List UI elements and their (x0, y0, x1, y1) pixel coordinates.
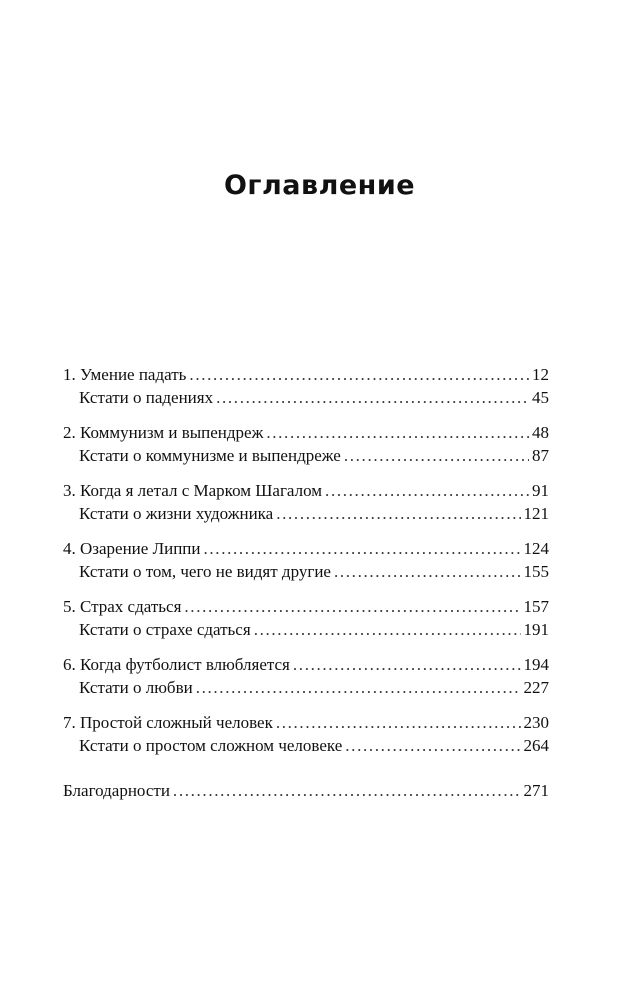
entry-page-number: 48 (532, 423, 549, 442)
subentry-page-number: 191 (523, 620, 549, 639)
dot-leader (196, 676, 521, 699)
dot-leader (345, 734, 520, 757)
entry-title: Благодарности (63, 781, 170, 800)
toc-acknowledgements (63, 779, 549, 802)
toc-chapter-5 (63, 595, 549, 641)
subentry-title: Кстати о жизни художника (79, 504, 274, 523)
dot-leader (293, 653, 521, 676)
dot-leader (173, 779, 521, 802)
entry-title: 1. Умение падать (63, 365, 187, 384)
table-of-contents (63, 363, 549, 814)
entry-page-number: 271 (523, 781, 549, 800)
page-title: Оглавление (223, 170, 416, 201)
toc-entry[interactable] (63, 779, 549, 802)
toc-entry[interactable] (63, 421, 549, 444)
dot-leader (184, 595, 520, 618)
subentry-title: Кстати о коммунизме и выпендреже (79, 446, 341, 465)
dot-leader (325, 479, 529, 502)
dot-leader (189, 363, 529, 386)
dot-leader (276, 502, 520, 525)
entry-page-number: 230 (523, 713, 549, 732)
toc-entry[interactable] (63, 363, 549, 386)
subentry-page-number: 87 (532, 446, 549, 465)
dot-leader (266, 421, 529, 444)
subentry-title: Кстати о страхе сдаться (79, 620, 251, 639)
toc-entry[interactable] (63, 479, 549, 502)
entry-page-number: 12 (532, 365, 549, 384)
toc-entry[interactable] (63, 711, 549, 734)
entry-title: 3. Когда я летал с Марком Шагалом (63, 481, 323, 500)
subentry-title: Кстати о любви (79, 678, 193, 697)
toc-subentry[interactable] (63, 676, 549, 699)
entry-page-number: 157 (523, 597, 549, 616)
entry-page-number: 124 (523, 539, 549, 558)
subentry-page-number: 121 (523, 504, 549, 523)
subentry-page-number: 264 (523, 736, 549, 755)
entry-title: 5. Страх сдаться (63, 597, 182, 616)
toc-chapter-7 (63, 711, 549, 757)
toc-subentry[interactable] (63, 560, 549, 583)
subentry-title: Кстати о простом сложном человеке (79, 736, 343, 755)
subentry-page-number: 45 (532, 388, 549, 407)
toc-subentry[interactable] (63, 386, 549, 409)
dot-leader (204, 537, 521, 560)
subentry-title: Кстати о падениях (79, 388, 214, 407)
toc-chapter-4 (63, 537, 549, 583)
toc-subentry[interactable] (63, 734, 549, 757)
entry-title: 7. Простой сложный человек (63, 713, 273, 732)
entry-title: 6. Когда футболист влюбляется (63, 655, 290, 674)
subentry-title: Кстати о том, чего не видят другие (79, 562, 331, 581)
dot-leader (254, 618, 521, 641)
subentry-page-number: 227 (523, 678, 549, 697)
toc-chapter-6 (63, 653, 549, 699)
toc-chapter-3 (63, 479, 549, 525)
dot-leader (216, 386, 529, 409)
toc-chapter-1 (63, 363, 549, 409)
toc-chapter-2 (63, 421, 549, 467)
dot-leader (344, 444, 529, 467)
toc-entry[interactable] (63, 595, 549, 618)
toc-subentry[interactable] (63, 444, 549, 467)
subentry-page-number: 155 (523, 562, 549, 581)
toc-subentry[interactable] (63, 502, 549, 525)
dot-leader (334, 560, 521, 583)
entry-page-number: 194 (523, 655, 549, 674)
dot-leader (276, 711, 521, 734)
entry-page-number: 91 (532, 481, 549, 500)
toc-entry[interactable] (63, 537, 549, 560)
toc-subentry[interactable] (63, 618, 549, 641)
toc-entry[interactable] (63, 653, 549, 676)
entry-title: 4. Озарение Липпи (63, 539, 201, 558)
entry-title: 2. Коммунизм и выпендреж (63, 423, 264, 442)
